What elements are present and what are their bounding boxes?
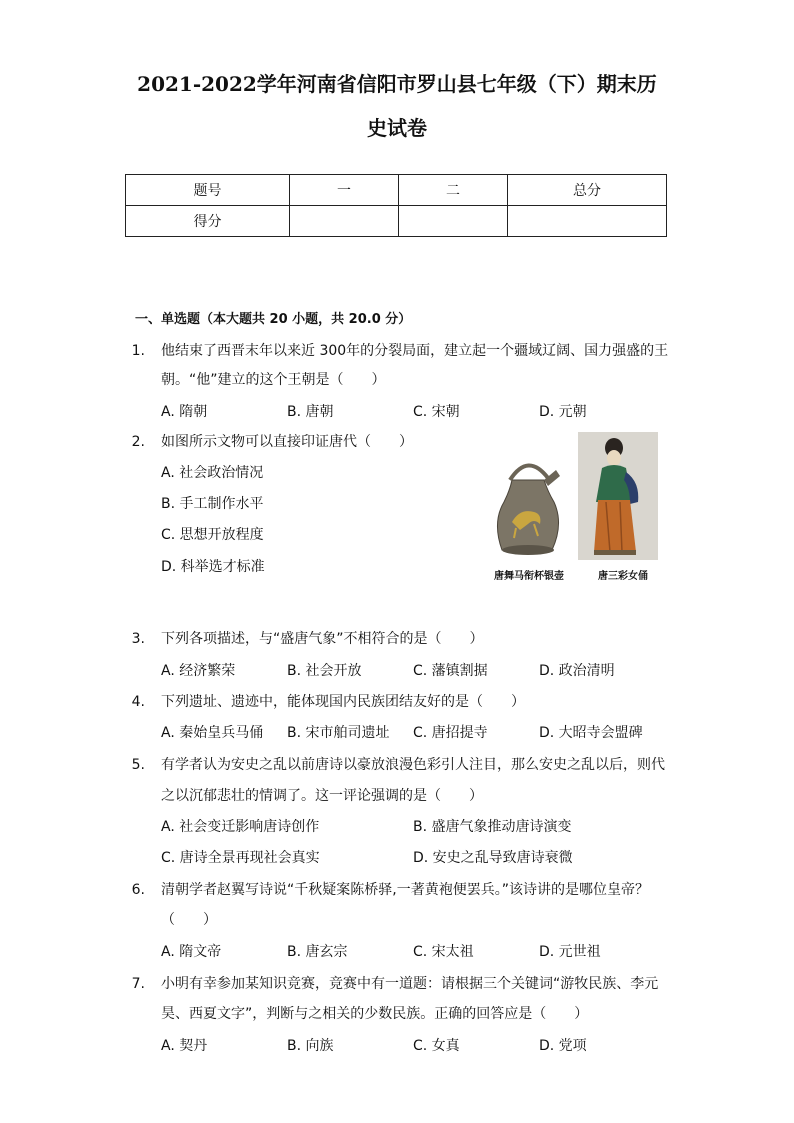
score-table-header-row — [126, 175, 667, 206]
answer-option[interactable]: B. 社会开放 — [287, 663, 362, 679]
score-table-cell: 二 — [399, 175, 508, 206]
question-number: 5. — [131, 757, 145, 773]
answer-option[interactable]: B. 盛唐气象推动唐诗演变 — [413, 819, 572, 835]
document-title-line2: 史试卷 — [367, 116, 427, 140]
answer-option[interactable]: C. 唐招提寺 — [413, 725, 488, 741]
score-table-cell — [508, 206, 667, 237]
score-table-cell — [290, 206, 399, 237]
answer-option[interactable]: A. 隋朝 — [161, 404, 208, 420]
answer-option[interactable]: A. 社会变迁影响唐诗创作 — [161, 819, 320, 835]
score-table-cell: 题号 — [126, 175, 290, 206]
answer-option[interactable]: C. 女真 — [413, 1038, 460, 1054]
answer-option[interactable]: B. 向族 — [287, 1038, 334, 1054]
figure-caption-figurine: 唐三彩女俑 — [598, 571, 648, 582]
answer-option[interactable]: C. 藩镇割据 — [413, 663, 488, 679]
question-text: 下列遗址、遗迹中，能体现国内民族团结友好的是（ ） — [161, 694, 525, 710]
question-number: 3. — [131, 631, 145, 647]
question-number: 2. — [131, 434, 145, 450]
answer-option[interactable]: D. 元世祖 — [539, 944, 601, 960]
question-number: 7. — [131, 976, 145, 992]
question-text: 他结束了西晋末年以来近 300年的分裂局面，建立起一个疆域辽阔、国力强盛的王 — [161, 343, 669, 359]
answer-option[interactable]: C. 思想开放程度 — [161, 527, 264, 543]
score-table-cell: 得分 — [126, 206, 290, 237]
score-table — [125, 174, 667, 237]
answer-option[interactable]: B. 宋市舶司遗址 — [287, 725, 390, 741]
question-text: 有学者认为安史之乱以前唐诗以豪放浪漫色彩引人注目，那么安史之乱以后，则代 — [161, 757, 665, 773]
answer-option[interactable]: B. 唐玄宗 — [287, 944, 348, 960]
question-text: 之以沉郁悲壮的情调了。这一评论强调的是（ ） — [161, 788, 483, 804]
answer-option[interactable]: C. 宋太祖 — [413, 944, 474, 960]
answer-option[interactable]: D. 安史之乱导致唐诗衰微 — [413, 850, 573, 866]
tricolor-figurine-image — [578, 432, 658, 560]
question-text: 清朝学者赵翼写诗说“千秋疑案陈桥驿,一著黄袍便罢兵。”该诗讲的是哪位皇帝？ — [161, 882, 649, 898]
question-text: 小明有幸参加某知识竞赛，竞赛中有一道题：请根据三个关键词“游牧民族、李元 — [161, 976, 659, 992]
question-number: 1. — [131, 343, 145, 359]
answer-option[interactable]: A. 经济繁荣 — [161, 663, 236, 679]
answer-option[interactable]: D. 大昭寺会盟碑 — [539, 725, 643, 741]
answer-option[interactable]: A. 隋文帝 — [161, 944, 222, 960]
score-table-cell: 总分 — [508, 175, 667, 206]
score-table-cell — [399, 206, 508, 237]
answer-option[interactable]: D. 科举选才标准 — [161, 559, 265, 575]
answer-option[interactable]: B. 唐朝 — [287, 404, 334, 420]
question-text: 昊、西夏文字”，判断与之相关的少数民族。正确的回答应是（ ） — [161, 1006, 589, 1022]
question-number: 4. — [131, 694, 145, 710]
answer-option[interactable]: A. 秦始皇兵马俑 — [161, 725, 264, 741]
answer-option[interactable]: C. 唐诗全景再现社会真实 — [161, 850, 320, 866]
answer-option[interactable]: A. 社会政治情况 — [161, 465, 264, 481]
silver-pot-image — [490, 462, 565, 562]
figure-caption-pot: 唐舞马衔杯银壶 — [494, 571, 564, 582]
answer-option[interactable]: C. 宋朝 — [413, 404, 460, 420]
question-text: 如图所示文物可以直接印证唐代（ ） — [161, 434, 413, 450]
question-text: 朝。“他”建立的这个王朝是（ ） — [161, 372, 386, 388]
score-table-cell: 一 — [290, 175, 399, 206]
score-table-score-row — [126, 206, 667, 237]
question-number: 6. — [131, 882, 145, 898]
answer-option[interactable]: A. 契丹 — [161, 1038, 208, 1054]
question-text: （ ） — [161, 912, 217, 928]
answer-option[interactable]: D. 元朝 — [539, 404, 587, 420]
section-heading: 一、单选题（本大题共 20 小题，共 20.0 分） — [135, 312, 412, 327]
document-title-line1: 2021-2022学年河南省信阳市罗山县七年级（下）期末历 — [137, 72, 657, 96]
question-text: 下列各项描述，与“盛唐气象”不相符合的是（ ） — [161, 631, 484, 647]
answer-option[interactable]: D. 党项 — [539, 1038, 587, 1054]
answer-option[interactable]: D. 政治清明 — [539, 663, 615, 679]
answer-option[interactable]: B. 手工制作水平 — [161, 496, 264, 512]
artifact-figure — [490, 432, 660, 588]
